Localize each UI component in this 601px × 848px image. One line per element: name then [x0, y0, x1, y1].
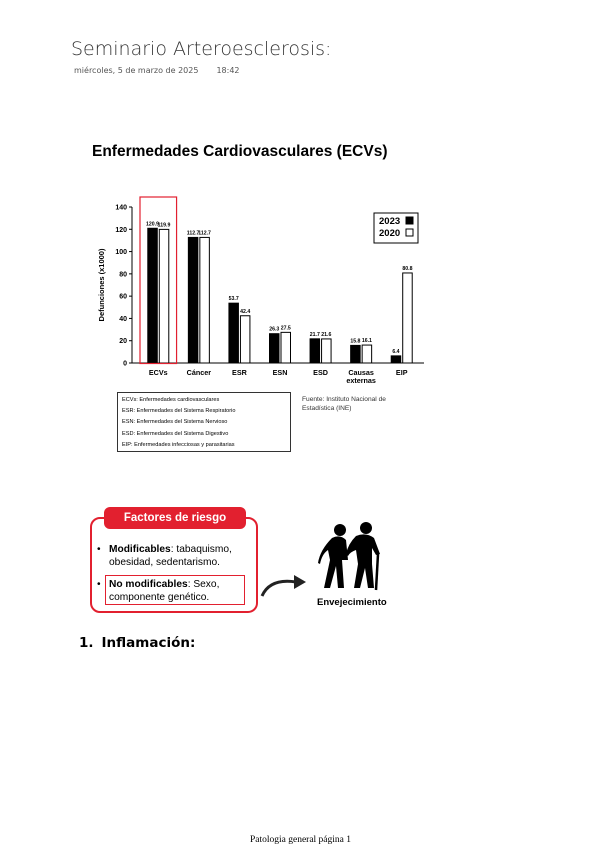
data-label: 21.7 — [309, 331, 320, 338]
bar-2023 — [188, 237, 198, 363]
data-label: 80.8 — [402, 265, 413, 272]
x-tick-label: Causas — [348, 368, 374, 377]
abbr-esd: ESD: Enfermedades del Sistema Digestivo — [122, 430, 229, 437]
section-number: 1. — [79, 635, 94, 651]
data-label: 53.7 — [228, 296, 239, 303]
risk-item-non-modifiable-label: No modificables — [109, 579, 188, 590]
page-footer: Patologia general página 1 — [249, 835, 352, 845]
abbr-esr: ESR: Enfermedades del Sistema Respiratorio — [122, 408, 236, 415]
bar-2020 — [281, 332, 291, 363]
bar-2023 — [148, 228, 158, 363]
page-meta — [74, 66, 240, 75]
x-tick-label: ESN — [272, 368, 288, 377]
bar-2023 — [351, 345, 361, 363]
data-label: 21.6 — [321, 331, 332, 338]
legend-label-2020: 2020 — [379, 228, 401, 239]
deaths-bar-chart — [92, 195, 432, 390]
bar-2023 — [229, 303, 239, 363]
figure-title: Enfermedades Cardiovasculares (ECVs) — [92, 143, 388, 160]
y-tick-label: 80 — [119, 271, 127, 279]
x-tick-label: ESR — [232, 368, 247, 377]
abbr-eip: EIP: Enfermedades infecciosas y parasitarias — [122, 441, 235, 448]
page-date: miércoles, 5 de marzo de 2025 — [74, 66, 199, 75]
y-tick-label: 140 — [115, 204, 127, 212]
data-label: 112.7 — [198, 230, 211, 237]
bar-2020 — [159, 229, 169, 363]
section-title: Inflamación: — [101, 635, 196, 651]
bar-2020 — [322, 339, 332, 363]
y-tick-label: 100 — [115, 249, 127, 257]
y-tick-label: 40 — [119, 315, 127, 323]
elderly-couple-icon — [318, 520, 390, 592]
bullet: • — [97, 544, 101, 555]
data-label: 120.9 — [146, 221, 160, 228]
bar-2020 — [200, 237, 210, 363]
legend-swatch-2020 — [406, 229, 413, 236]
legend-label-2023: 2023 — [379, 216, 401, 227]
abbr-ecvs: ECVs: Enfermedades cardiovasculares — [122, 397, 220, 403]
page-time: 18:42 — [216, 66, 240, 75]
bar-2020 — [403, 273, 413, 363]
bullet: • — [97, 579, 101, 590]
data-label: 42.4 — [240, 308, 251, 315]
section-heading — [79, 635, 195, 651]
bar-2023 — [391, 356, 401, 363]
x-tick-label: ESD — [313, 368, 328, 377]
source-line-1: Fuente: Instituto Nacional de — [302, 396, 386, 403]
page-title: Seminario Arteroesclerosis: — [71, 38, 332, 60]
legend-swatch-2023 — [406, 217, 413, 224]
x-tick-label: externas — [346, 376, 376, 385]
data-label: 26.3 — [269, 326, 280, 333]
source-line-2: Estadística (INE) — [302, 405, 352, 412]
risk-item-non-modifiable-text: : Sexo, componente genético. — [109, 579, 220, 603]
data-label: 119.9 — [157, 222, 171, 229]
y-tick-label: 120 — [115, 226, 127, 234]
risk-item-modifiable — [97, 544, 257, 569]
y-tick-label: 20 — [119, 338, 127, 346]
y-tick-label: 0 — [123, 360, 127, 368]
risk-item-modifiable-text: : tabaquismo, obesidad, sedentarismo. — [109, 544, 232, 568]
data-label: 16.1 — [361, 338, 372, 345]
data-label: 15.8 — [350, 338, 361, 345]
bar-2020 — [362, 345, 372, 363]
risk-item-non-modifiable — [97, 579, 257, 604]
outcome-label: Envejecimiento — [317, 597, 387, 608]
data-label: 27.5 — [280, 325, 291, 332]
risk-item-modifiable-label: Modificables — [109, 544, 171, 555]
x-tick-label: Cáncer — [186, 368, 212, 377]
y-tick-label: 60 — [119, 293, 127, 301]
abbreviation-box — [117, 392, 291, 452]
bar-2020 — [240, 316, 250, 363]
source-note — [302, 395, 422, 413]
abbr-esn: ESN: Enfermedades del Sistema Nervioso — [122, 419, 228, 426]
risk-factors-header: Factores de riesgo — [104, 507, 246, 529]
data-label: 112.7 — [186, 230, 200, 237]
bar-2023 — [310, 339, 320, 363]
bar-2023 — [270, 334, 280, 363]
x-tick-label: EIP — [395, 368, 408, 377]
x-tick-label: ECVs — [148, 368, 168, 377]
curved-arrow-icon — [260, 572, 308, 598]
y-axis-label: Defunciones (x1000) — [97, 248, 106, 322]
data-label: 6.4 — [392, 348, 400, 355]
